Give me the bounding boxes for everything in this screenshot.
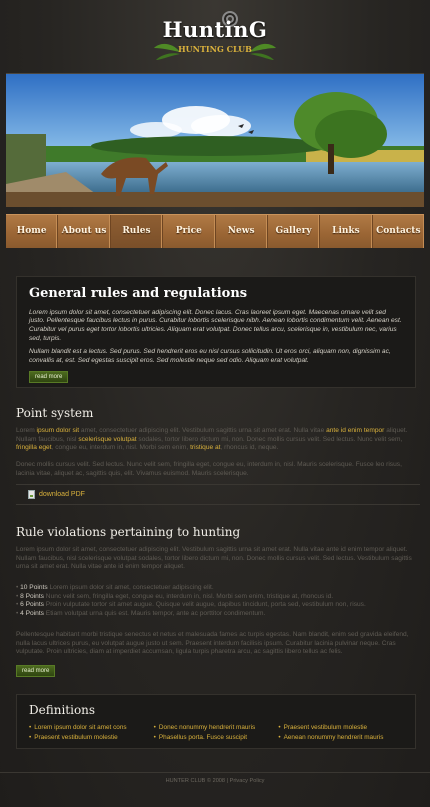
nav-item-home[interactable]: Home [6,215,58,248]
points-label: 6 Points [20,601,44,609]
text-span: aliquet. Nullam faucibus, nisl [16,427,408,443]
rule-violations-paragraph-2: Pellentesque habitant morbi tristique senectus et netus et malesuada fames ac turpis egestas. Nam blandit, enim sed gravida eleifend, nulla lacus ultrices purus, eu volutpat augue justo ut sem. Praesent interdum facilisis ipsum. Curabitur lacinia pulvinar neque. Cras vulputate. Proin ultricies, diam at imperdiet accumsan, ligula turpis pharetra arcu, ac sagittis libero tellus ac felis. [16,631,409,656]
general-rules-paragraph-2: Nullam blandit est a lectus. Sed purus. Sed hendrerit eros eu nisl cursus sollicitudin. Ut eros orci, aliquam non, dignissim ac, convallis at, est. Sed egestas suscipit eros. Sed molestie neque sed odio. Aliquam erat volutpat. [29,348,391,365]
definition-link[interactable]: • Aenean nonummy hendrerit mauris [278,733,403,743]
definitions-title: Definitions [29,703,96,717]
points-label: 8 Points [20,592,44,600]
site-header [0,0,430,73]
highlight-link[interactable]: fringilla eget [16,444,52,452]
points-text: Etiam volutpat urna quis est. Mauris tempor, ante ac porttitor condimentum. [43,610,266,618]
definitions-box [16,694,416,749]
rule-violations-paragraph-1: Lorem ipsum dolor sit amet, consectetuer adipiscing elit. Vestibulum sagittis urna sit amet erat. Nulla vitae ante id enim tempor aliquet. Nullam faucibus, nisl scelerisque volutpat sodales, tortor libero dictum mi, non. Donec mollis cursus velit. Sed lectus. Vestibulum sagittis urna sit amet erat. Nulla vitae ante id enim tempor aliquet. [16,546,412,571]
hero-banner-image [6,73,424,207]
point-system-paragraph-2: Donec mollis cursus velit. Sed lectus. Nunc velit sem, fringilla eget, congue eu, interdum in, nisl. Mauris scelerisque. Fusce leo risus, lacinia vitae, aliquet ac, sagittis quis, elit. Vivamus euismod. Mauris scelerisque. [16,461,402,477]
points-text: Nunc velit sem, fringilla eget, congue eu, interdum in, nisl. Morbi sem enim, tristique at, rhoncus id. [43,592,334,600]
site-logo-subtitle: HUNTING CLUB [178,44,252,54]
read-more-button[interactable]: read more [16,665,55,677]
general-rules-box [16,276,416,388]
point-system-title: Point system [16,406,94,420]
download-pdf-link[interactable]: download PDF [39,490,85,498]
definitions-list [29,723,403,744]
definition-link[interactable]: • Praesent vestibulum molestie [29,733,154,743]
points-list [16,584,420,619]
text-span: , congue eu, interdum in, nisl. Morbi sem enim, [51,444,191,452]
pdf-file-icon [28,490,35,499]
site-footer [0,772,430,807]
text-span: sodales, tortor libero dictum mi, non. Donec mollis cursus velit. Sed lectus. Nunc velit sem, [136,435,403,443]
rule-violations-title: Rule violations pertaining to hunting [16,525,241,539]
definition-link[interactable]: • Lorem ipsum dolor sit amet cons [29,723,154,733]
main-nav [6,214,424,248]
general-rules-paragraph-1: Lorem ipsum dolor sit amet, consectetuer adipiscing elit. Donec lacus. Cras laoreet ipsum eget. Maecenas ornare velit sed justo. Pellentesque faucibus lectus in purus. Curabitur lobortis scelerisque nibh. Aenean lobortis condimentum velit. Aenean est. Curabitur vel purus eget tortor lobortis ultricies. Aliquam erat volutpat. Donec tellus arcu, scelerisque in, vestibulum nec, varius sed, turpis. [29,308,402,342]
footer-text: HUNTER CLUB © 2008 | Privacy Policy [165,778,265,784]
definitions-column-3 [278,723,403,744]
point-system-paragraph-1 [16,427,420,453]
points-label: 10 Points [20,584,48,591]
highlight-link[interactable]: ipsum dolor sit [36,427,80,434]
definition-link[interactable]: • Donec nonummy hendrerit mauris [154,723,279,733]
list-item: • 4 Points Etiam volutpat urna quis est. Mauris tempor, ante ac porttitor condimentum. [16,610,266,618]
read-more-wrapper [16,665,55,677]
list-item: • 6 Points Proin vulputate tortor sit amet augue. Quisque velit augue, dapibus tincidunt, porta sed, vestibulum non, risus. [16,601,366,609]
nav-item-about-us[interactable]: About us [58,215,110,248]
nav-item-news[interactable]: News [216,215,268,248]
text-span: , rhoncus id, neque. [220,444,279,452]
definition-link[interactable]: • Praesent vestibulum molestie [278,723,403,733]
text-span: amet, consectetuer adipiscing elit. Vestibulum sagittis urna sit amet erat. Nulla vitae [79,427,327,434]
definitions-column-1 [29,723,154,744]
download-pdf-bar [16,484,420,505]
text-span: Lorem [16,427,37,434]
list-item: • 10 Points Lorem ipsum dolor sit amet, consectetuer adipiscing elit. [16,584,214,591]
general-rules-title: General rules and regulations [29,286,248,301]
nav-item-price[interactable]: Price [163,215,215,248]
read-more-button[interactable]: read more [29,371,68,383]
nav-item-rules[interactable]: Rules [111,215,163,248]
nav-item-gallery[interactable]: Gallery [268,215,320,248]
highlight-link[interactable]: tristique at [190,444,221,452]
definitions-column-2 [154,723,279,744]
points-label: 4 Points [20,610,44,618]
points-text: Proin vulputate tortor sit amet augue. Quisque velit augue, dapibus tincidunt, porta sed, vestibulum non, risus. [43,601,366,609]
points-text: Lorem ipsum dolor sit amet, consectetuer adipiscing elit. [47,584,214,591]
list-item: • 8 Points Nunc velit sem, fringilla eget, congue eu, interdum in, nisl. Morbi sem enim, tristique at, rhoncus id. [16,592,334,600]
site-logo-title[interactable]: HuntinG [162,17,268,42]
nav-item-contacts[interactable]: Contacts [373,215,424,248]
nav-item-links[interactable]: Links [320,215,372,248]
definition-link[interactable]: • Phasellus porta. Fusce suscipit [154,733,279,743]
highlight-link[interactable]: ante id enim tempor [326,427,385,434]
highlight-link[interactable]: scelerisque volutpat [78,435,137,443]
